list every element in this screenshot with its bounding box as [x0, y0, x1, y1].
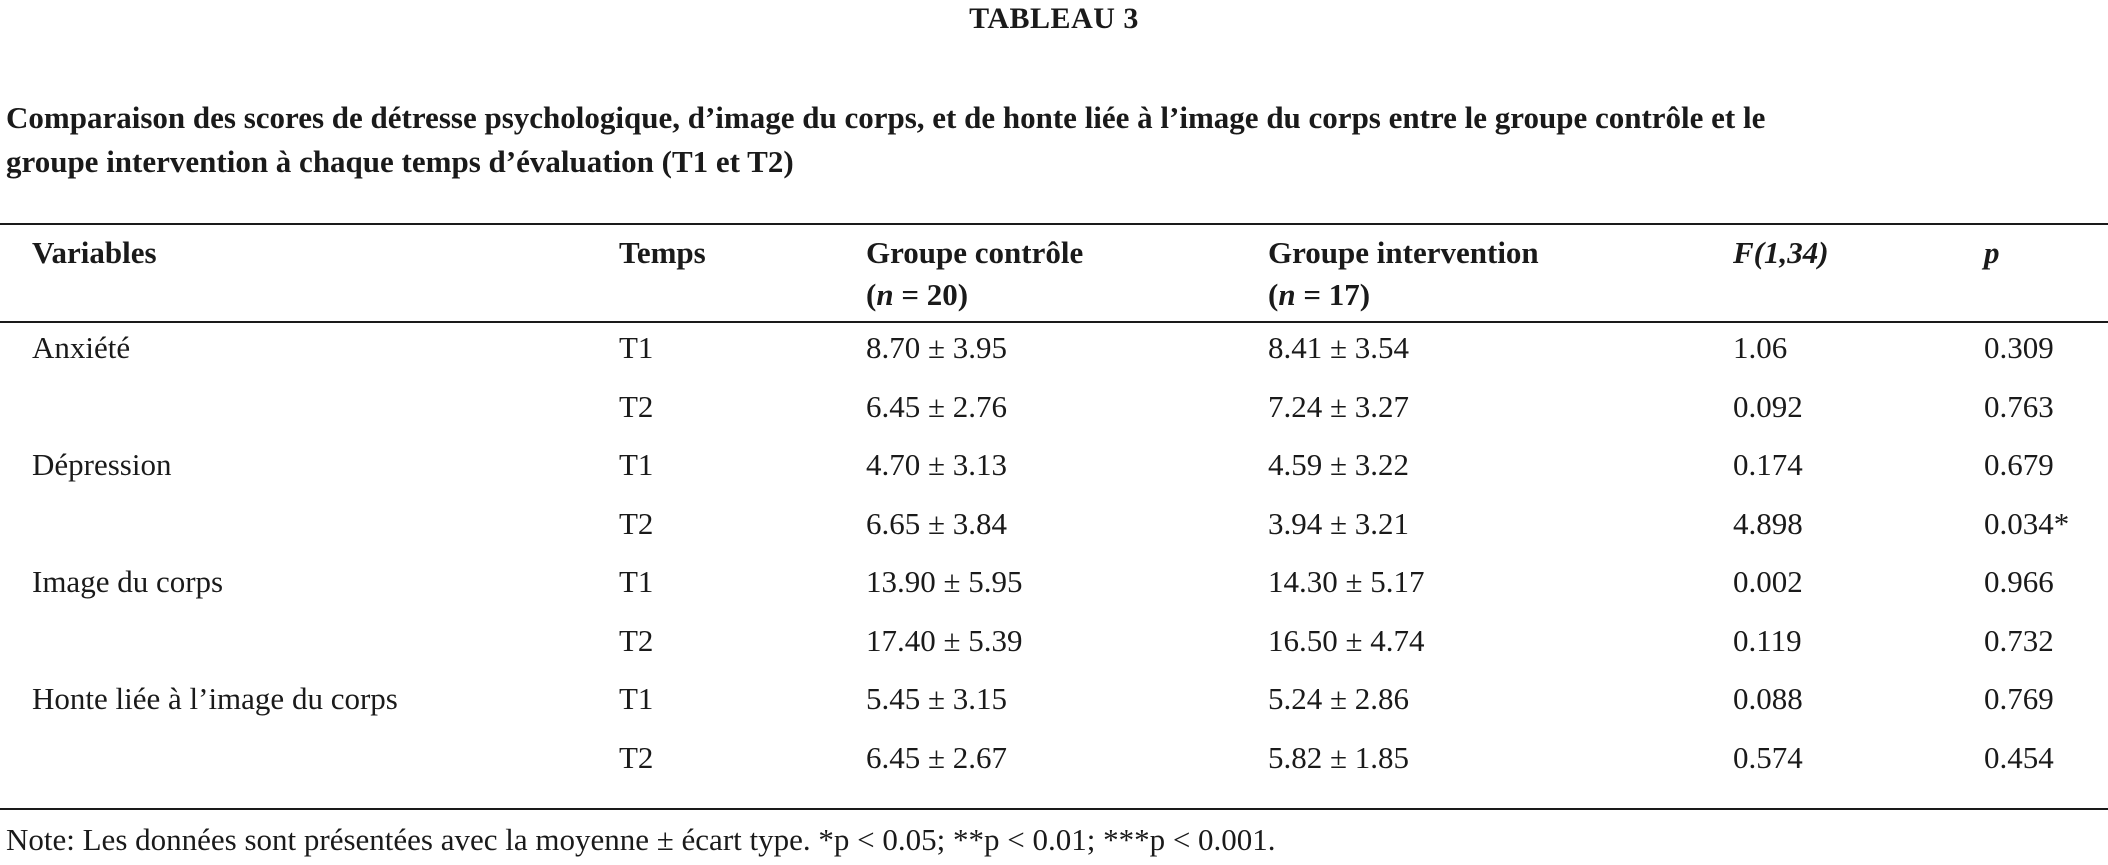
- header-f-statistic: F(1,34): [1733, 235, 1829, 270]
- header-p-value: p: [1984, 235, 2000, 270]
- cell-control: 6.45 ± 2.76: [866, 388, 1008, 424]
- header-control-n-var: n: [876, 277, 894, 312]
- cell-temps: T1: [619, 564, 654, 599]
- cell-intervention: 4.59 ± 3.22: [1268, 447, 1410, 482]
- cell-intervention: 5.24 ± 2.86: [1268, 681, 1410, 716]
- table-note: Note: Les données sont présentées avec la moyenne ± écart type. *p < 0.05; **p < 0.01; ***p < 0.001.: [6, 822, 1276, 857]
- cell-intervention: 14.30 ± 5.17: [1268, 564, 1425, 599]
- cell-f: 0.092: [1733, 388, 1803, 424]
- cell-p: 0.769: [1984, 681, 2054, 716]
- cell-temps: T2: [619, 739, 654, 775]
- cell-intervention: 7.24 ± 3.27: [1268, 388, 1410, 424]
- cell-f: 4.898: [1733, 505, 1803, 541]
- table-label: TABLEAU 3: [969, 2, 1139, 35]
- bottom-rule: [0, 808, 2108, 810]
- header-variables: Variables: [32, 235, 157, 270]
- cell-p: 0.679: [1984, 447, 2054, 482]
- cell-p: 0.966: [1984, 564, 2054, 599]
- cell-intervention: 5.82 ± 1.85: [1268, 739, 1410, 775]
- header-intervention-group: [1268, 232, 1539, 316]
- cell-intervention: 16.50 ± 4.74: [1268, 622, 1425, 658]
- cell-temps: T2: [619, 388, 654, 424]
- cell-temps: T2: [619, 505, 654, 541]
- cell-f: 0.088: [1733, 681, 1803, 716]
- caption-line-1: Comparaison des scores de détresse psychologique, d’image du corps, et de honte liée à l’image du corps entre le groupe contrôle et le: [6, 100, 1766, 135]
- caption-line-2: groupe intervention à chaque temps d’évaluation (T1 et T2): [6, 144, 794, 179]
- cell-control: 6.45 ± 2.67: [866, 739, 1008, 775]
- cell-control: 8.70 ± 3.95: [866, 330, 1008, 365]
- cell-f: 0.574: [1733, 739, 1803, 775]
- cell-intervention: 8.41 ± 3.54: [1268, 330, 1410, 365]
- header-intervention-n: [1268, 274, 1539, 316]
- header-rule: [0, 321, 2108, 323]
- cell-f: 0.174: [1733, 447, 1803, 482]
- cell-control: 4.70 ± 3.13: [866, 447, 1008, 482]
- cell-p: 0.309: [1984, 330, 2054, 365]
- cell-control: 17.40 ± 5.39: [866, 622, 1023, 658]
- cell-temps: T1: [619, 330, 654, 365]
- header-intervention-n-var: n: [1278, 277, 1296, 312]
- cell-f: 1.06: [1733, 330, 1788, 365]
- cell-f: 0.119: [1733, 622, 1802, 658]
- cell-variable: Honte liée à l’image du corps: [32, 681, 398, 716]
- header-temps: Temps: [619, 235, 706, 270]
- cell-p: 0.034*: [1984, 505, 2070, 541]
- cell-p: 0.454: [1984, 739, 2054, 775]
- header-control-n: [866, 274, 1083, 316]
- cell-control: 5.45 ± 3.15: [866, 681, 1008, 716]
- cell-temps: T2: [619, 622, 654, 658]
- cell-temps: T1: [619, 681, 654, 716]
- cell-variable: Image du corps: [32, 564, 224, 599]
- cell-f: 0.002: [1733, 564, 1803, 599]
- top-rule: [0, 223, 2108, 225]
- table-caption: [6, 96, 2106, 184]
- cell-control: 13.90 ± 5.95: [866, 564, 1023, 599]
- cell-temps: T1: [619, 447, 654, 482]
- header-intervention-name: Groupe intervention: [1268, 235, 1539, 270]
- header-control-name: Groupe contrôle: [866, 235, 1084, 270]
- cell-intervention: 3.94 ± 3.21: [1268, 505, 1410, 541]
- header-control-n-suffix: = 20): [893, 277, 969, 312]
- cell-variable: Dépression: [32, 447, 172, 482]
- cell-variable: Anxiété: [32, 330, 131, 365]
- cell-control: 6.65 ± 3.84: [866, 505, 1008, 541]
- header-control-group: [866, 232, 1083, 316]
- header-control-n-prefix: (: [866, 277, 877, 312]
- header-intervention-n-suffix: = 17): [1295, 277, 1371, 312]
- header-intervention-n-prefix: (: [1268, 277, 1279, 312]
- cell-p: 0.732: [1984, 622, 2054, 658]
- cell-p: 0.763: [1984, 388, 2054, 424]
